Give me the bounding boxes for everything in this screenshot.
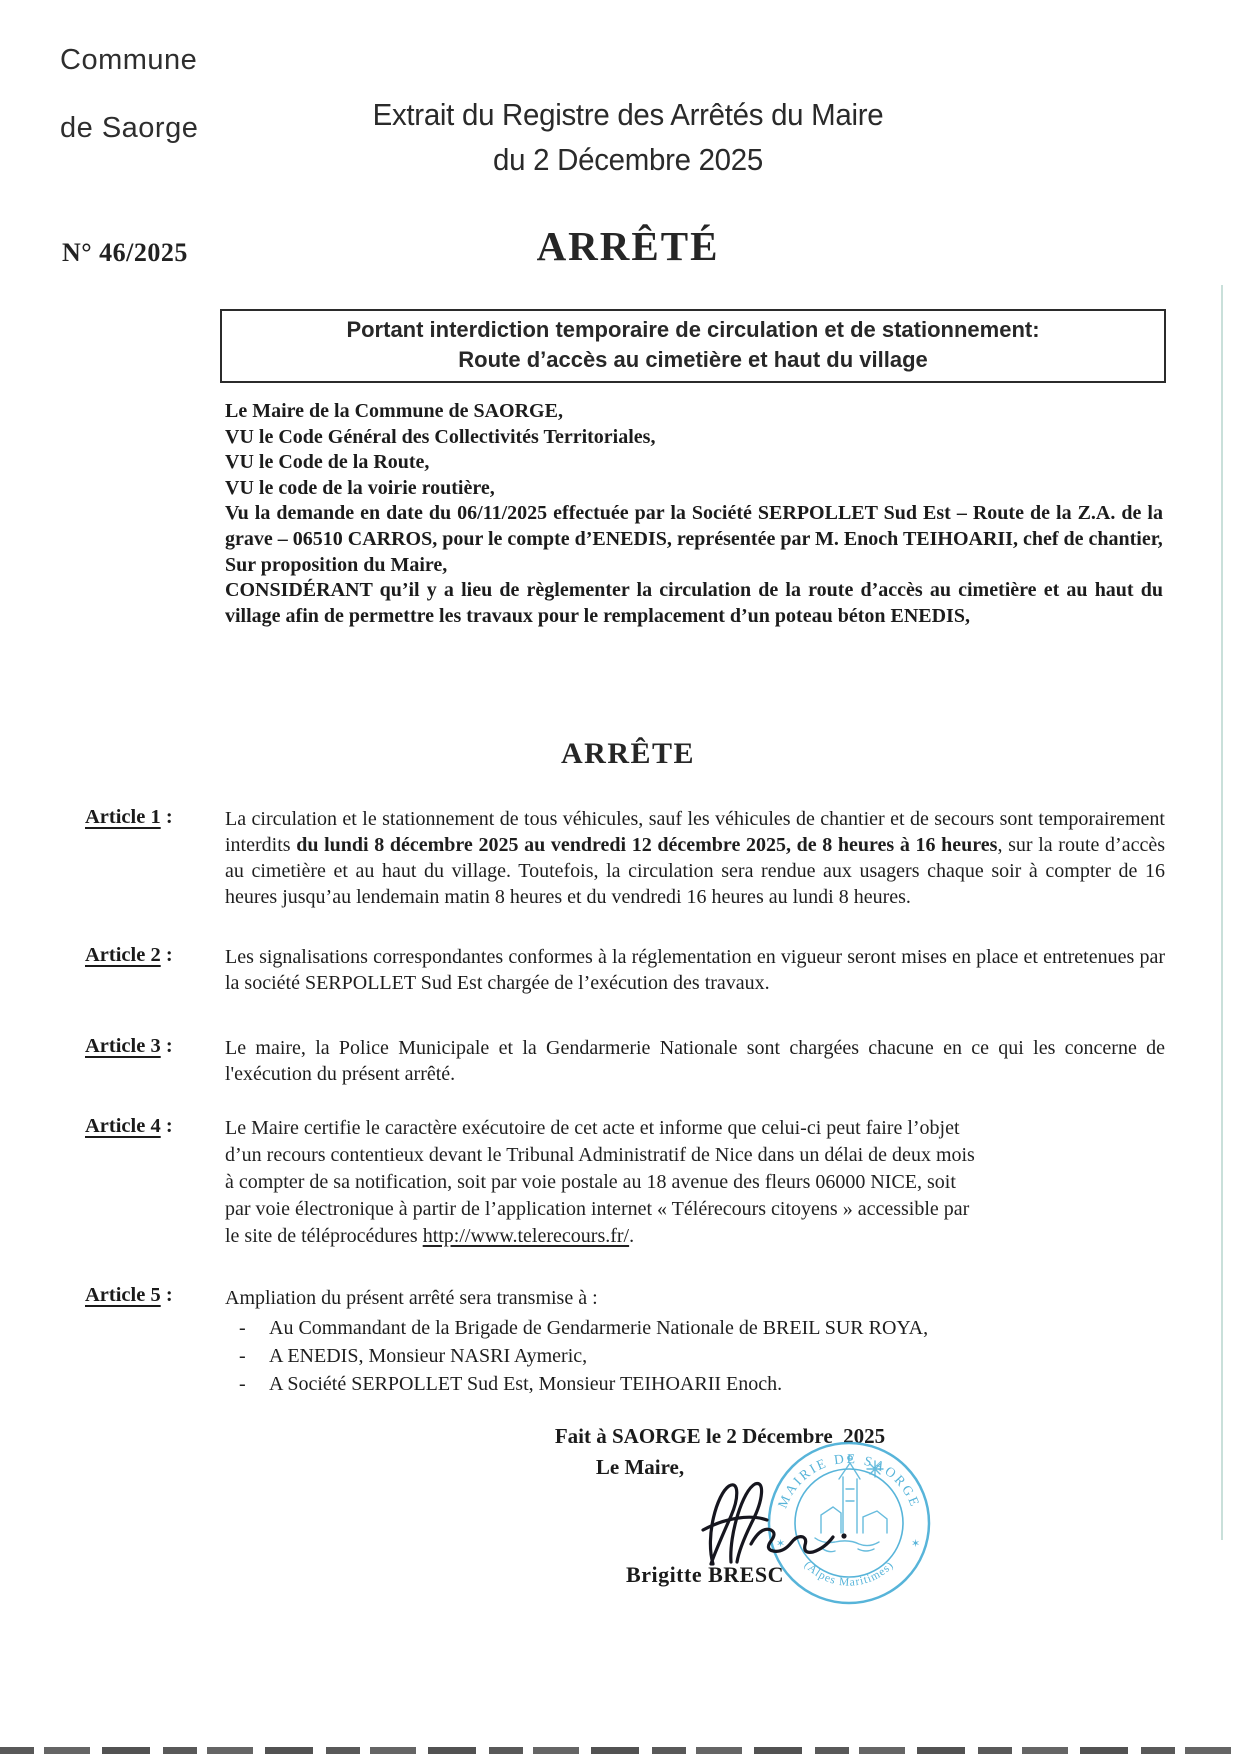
article-5-body	[225, 1284, 1165, 1398]
place-and-date: Fait à SAORGE le 2 Décembre 2025	[554, 1424, 886, 1448]
commune-name-line2: de Saorge	[60, 112, 199, 144]
article-row-4	[85, 1115, 1165, 1250]
text-run: , sur la route d’accès au cimetière et au haut du village. Toutefois, la circulation sera rendue aux usagers chaque soir à compter de 16 heures jusqu’au lendemain matin 8 heures et du vendredi 16 heures au lundi 8 heures.	[225, 834, 1165, 908]
article-2-label: Article 2 :	[85, 944, 173, 966]
subject-line2: Route d’accès au cimetière et haut du village	[458, 347, 928, 372]
stamp-bottom-text: (Alpes Maritimes)	[801, 1559, 897, 1589]
commune-name-line1: Commune	[60, 44, 198, 76]
article-5-label: Article 5 :	[85, 1284, 173, 1306]
signer-name: Brigitte BRESC	[626, 1562, 784, 1587]
article-4-label: Article 4 :	[85, 1115, 173, 1137]
article-5-intro: Ampliation du présent arrêté sera transmise à :	[225, 1287, 598, 1309]
preamble-line: VU le code de la voirie routière,	[225, 476, 495, 499]
preamble-line: Vu la demande en date du 06/11/2025 effectuée par la Société SERPOLLET Sud Est – Route de la Z.A. de la grave – 06510 CARROS, pour le compte d’ENEDIS, représentée par M. Enoch TEIHOARII, chef de chantier,	[225, 502, 1163, 550]
recipient-item: - A Société SERPOLLET Sud Est, Monsieur TEIHOARII Enoch.	[239, 1370, 1165, 1398]
preamble	[225, 399, 1163, 629]
text-run: Le maire, la Police Municipale et la Gendarmerie Nationale sont chargées chacune en ce qui les concerne de l'exécution du présent arrêté.	[225, 1037, 1165, 1085]
decree-number: N° 46/2025	[62, 238, 188, 267]
article-2-body	[225, 944, 1165, 996]
text-run: du lundi 8 décembre 2025 au vendredi 12 décembre 2025, de 8 heures à 16 heures	[296, 834, 998, 856]
preamble-line: Le Maire de la Commune de SAORGE,	[225, 400, 563, 422]
preamble-line: VU le Code de la Route,	[225, 451, 430, 474]
preamble-line: Sur proposition du Maire,	[225, 553, 448, 576]
article-1-body	[225, 806, 1165, 910]
bullet-dash: -	[239, 1317, 246, 1339]
recipients-list	[239, 1314, 1165, 1398]
bullet-dash: -	[239, 1373, 246, 1395]
telerecours-link[interactable]: http://www.telerecours.fr/	[422, 1225, 630, 1247]
stamp-star-left: ✶	[776, 1538, 786, 1550]
register-title-line2: du 2 Décembre 2025	[493, 142, 763, 177]
articles-list	[85, 806, 1165, 1398]
article-4-body	[225, 1115, 983, 1250]
stamp-star-right: ✶	[911, 1538, 921, 1550]
article-row-1	[85, 806, 1165, 910]
signature-dot	[841, 1533, 846, 1538]
recipient-item: - Au Commandant de la Brigade de Gendarmerie Nationale de BREIL SUR ROYA,	[239, 1314, 1165, 1342]
article-row-2	[85, 944, 1165, 996]
article-1-label: Article 1 :	[85, 806, 173, 828]
stamp-top-text: MAIRIE DE SAORGE	[774, 1450, 924, 1511]
signer-title: Le Maire,	[595, 1455, 685, 1479]
subject-box	[220, 309, 1166, 383]
scan-edge-artifact-bottom	[0, 1747, 1240, 1754]
article-3-body	[225, 1035, 1165, 1087]
text-run: La circulation et le stationnement de tous véhicules, sauf les véhicules de chantier et de secours sont temporairement interdits	[225, 808, 1165, 856]
bullet-dash: -	[239, 1345, 246, 1367]
article-row-5	[85, 1284, 1165, 1398]
article-row-3	[85, 1035, 1165, 1087]
main-heading-arrete: ARRÊTÉ	[536, 223, 720, 269]
scan-edge-artifact-right	[1221, 285, 1223, 1540]
recipient-item: - A ENEDIS, Monsieur NASRI Aymeric,	[239, 1342, 1165, 1370]
article-3-label: Article 3 :	[85, 1035, 173, 1057]
section-heading-arrete: ARRÊTE	[560, 737, 696, 770]
preamble-line: VU le Code Général des Collectivités Territoriales,	[225, 425, 656, 448]
text-run: Le Maire certifie le caractère exécutoire de cet acte et informe que celui-ci peut faire l’objet d’un recours contentieux devant le Tribunal Administratif de Nice dans un délai de deux mois à compter de sa notification, soit par voie postale au 18 avenue des fleurs 06000 NICE, soit par voie électronique à partir de l’application internet « Télérecours citoyens » accessible par le site de téléprocédures	[225, 1117, 975, 1247]
subject-line1: Portant interdiction temporaire de circulation et de stationnement:	[346, 317, 1040, 342]
preamble-line: CONSIDÉRANT qu’il y a lieu de règlementer la circulation de la route d’accès au cimetière et au haut du village afin de permettre les travaux pour le remplacement d’un poteau béton ENEDIS,	[225, 579, 1163, 627]
signature-handwriting-icon	[695, 1476, 860, 1571]
register-title	[47, 92, 1210, 182]
register-title-line1: Extrait du Registre des Arrêtés du Maire	[372, 97, 884, 132]
text-run: .	[629, 1225, 635, 1247]
text-run: Les signalisations correspondantes conformes à la réglementation en vigueur seront mises en place et entretenues par la société SERPOLLET Sud Est chargée de l’exécution des travaux.	[225, 946, 1165, 994]
signature-stroke	[751, 1529, 833, 1552]
